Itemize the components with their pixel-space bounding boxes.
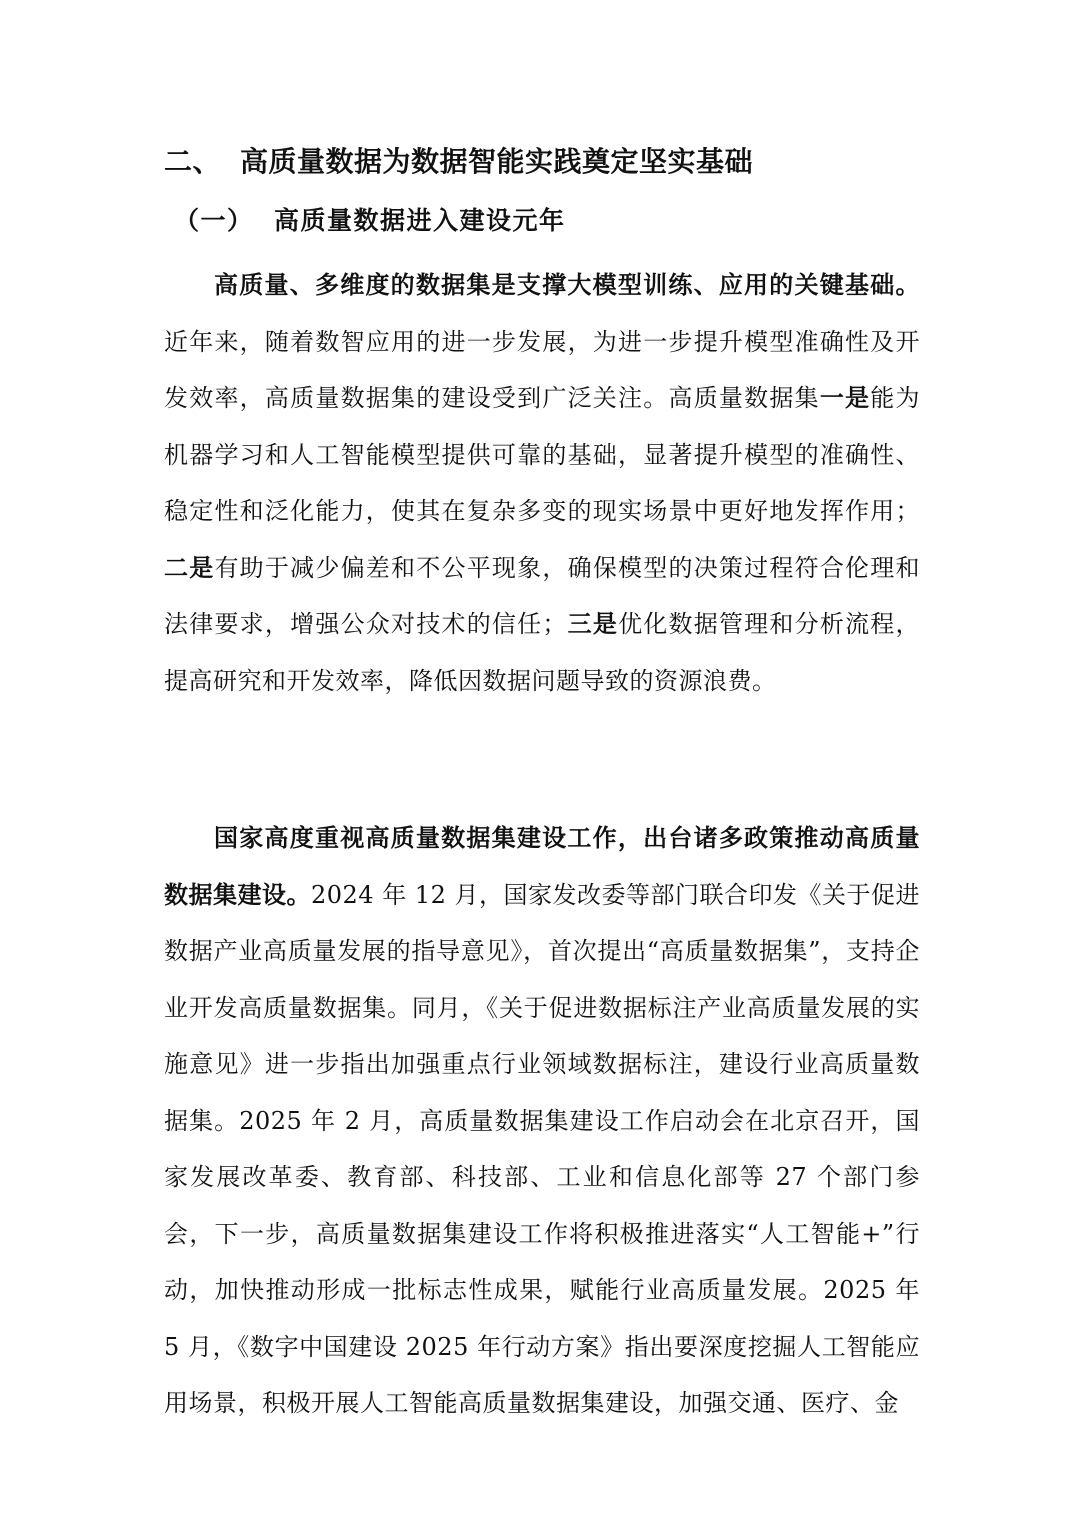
point-text-two: 有助于减少偏差和不公平现象，确保模型的决策过程符合伦理和法律要求，增强公众对技术的信任； xyxy=(164,553,921,638)
subsection-title: 高质量数据进入建设元年 xyxy=(274,206,566,235)
point-text-three: 优化数据管理和分析流程，提高研究和开发效率，降低因数据问题导致的资源浪费。 xyxy=(164,610,921,695)
paragraph-quality-datasets xyxy=(164,257,920,709)
subsection-heading xyxy=(174,203,566,239)
point-text-one: 能为机器学习和人工智能模型提供可靠的基础，显著提升模型的准确性、稳定性和泛化能力，使其在复杂多变的现实场景中更好地发挥作用； xyxy=(164,384,921,525)
section-heading xyxy=(164,144,753,180)
section-number: 二、 xyxy=(164,145,222,178)
paragraph-lead: 国家高度重视高质量数据集建设工作，出台诸多政策推动高质量数据集建设。 xyxy=(164,824,920,909)
paragraph-lead: 高质量、多维度的数据集是支撑大模型训练、应用的关键基础。 xyxy=(214,271,920,299)
section-title: 高质量数据为数据智能实践奠定坚实基础 xyxy=(240,145,754,178)
paragraph-text: 2024 年 12 月，国家发改委等部门联合印发《关于促进数据产业高质量发展的指导意见》，首次提出“高质量数据集”，支持企业开发高质量数据集。同月，《关于促进数据标注产业高质量发展的实施意见》进一步指出加强重点行业领域数据标注，建设行业高质量数据集。2025 年 2 月，高质量数据集建设工作启动会在北京召开，国家发展改革委、教育部、科技部、工业和信息化部等 27 个部门参会，下一步，高质量数据集建设工作将积极推进落实“人工智能+”行动，加快推动形成一批标志性成果，赋能行业高质量发展。2025 年 5 月，《数字中国建设 2025 年行动方案》指出要深度挖掘人工智能应用场景，积极开展人工智能高质量数据集建设，加强交通、医疗、金 xyxy=(164,880,921,1417)
subsection-number: （一） xyxy=(174,206,254,235)
point-label-three: 三是 xyxy=(566,610,619,638)
paragraph-national-policy xyxy=(164,810,920,1432)
paragraph-text: 近年来，随着数智应用的进一步发展，为进一步提升模型准确性及开发效率，高质量数据集的建设受到广泛关注。高质量数据集 xyxy=(164,327,920,412)
point-label-two: 二是 xyxy=(164,553,215,582)
point-label-one: 一是 xyxy=(819,384,871,412)
